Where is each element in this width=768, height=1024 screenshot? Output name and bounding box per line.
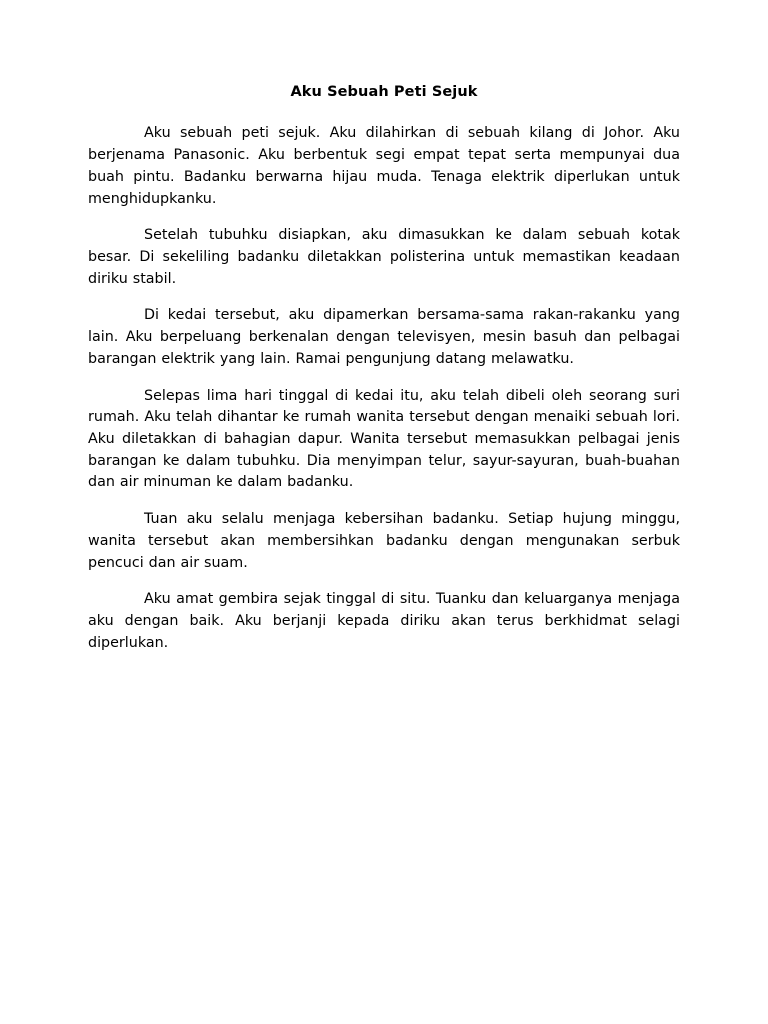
paragraph: Aku amat gembira sejak tinggal di situ. Tuanku dan keluarganya menjaga aku dengan baik. Aku berjanji kepada diriku akan terus berkhidmat selagi diperlukan.	[88, 591, 680, 651]
paragraph: Di kedai tersebut, aku dipamerkan bersama-sama rakan-rakanku yang lain. Aku berpeluang berkenalan dengan televisyen, mesin basuh dan pelbagai barangan elektrik yang lain. Ramai pengunjung datang melawatku.	[88, 307, 680, 367]
page-title: Aku Sebuah Peti Sejuk	[290, 84, 478, 100]
paragraph: Aku sebuah peti sejuk. Aku dilahirkan di sebuah kilang di Johor. Aku berjenama Panasonic. Aku berbentuk segi empat tepat serta mempunyai dua buah pintu. Badanku berwarna hijau muda. Tenaga elektrik diperlukan untuk menghidupkanku.	[88, 125, 680, 207]
paragraph: Tuan aku selalu menjaga kebersihan badanku. Setiap hujung minggu, wanita tersebut akan membersihkan badanku dengan mengunakan serbuk pencuci dan air suam.	[88, 511, 680, 571]
paragraph: Selepas lima hari tinggal di kedai itu, aku telah dibeli oleh seorang suri rumah. Aku telah dihantar ke rumah wanita tersebut dengan menaiki sebuah lori. Aku diletakkan di bahagian dapur. Wanita tersebut memasukkan pelbagai jenis barangan ke dalam tubuhku. Dia menyimpan telur, sayur-sayuran, buah-buahan dan air minuman ke dalam badanku.	[88, 387, 680, 491]
paragraph: Setelah tubuhku disiapkan, aku dimasukkan ke dalam sebuah kotak besar. Di sekeliling badanku diletakkan polisterina untuk memastikan keadaan diriku stabil.	[88, 227, 680, 287]
